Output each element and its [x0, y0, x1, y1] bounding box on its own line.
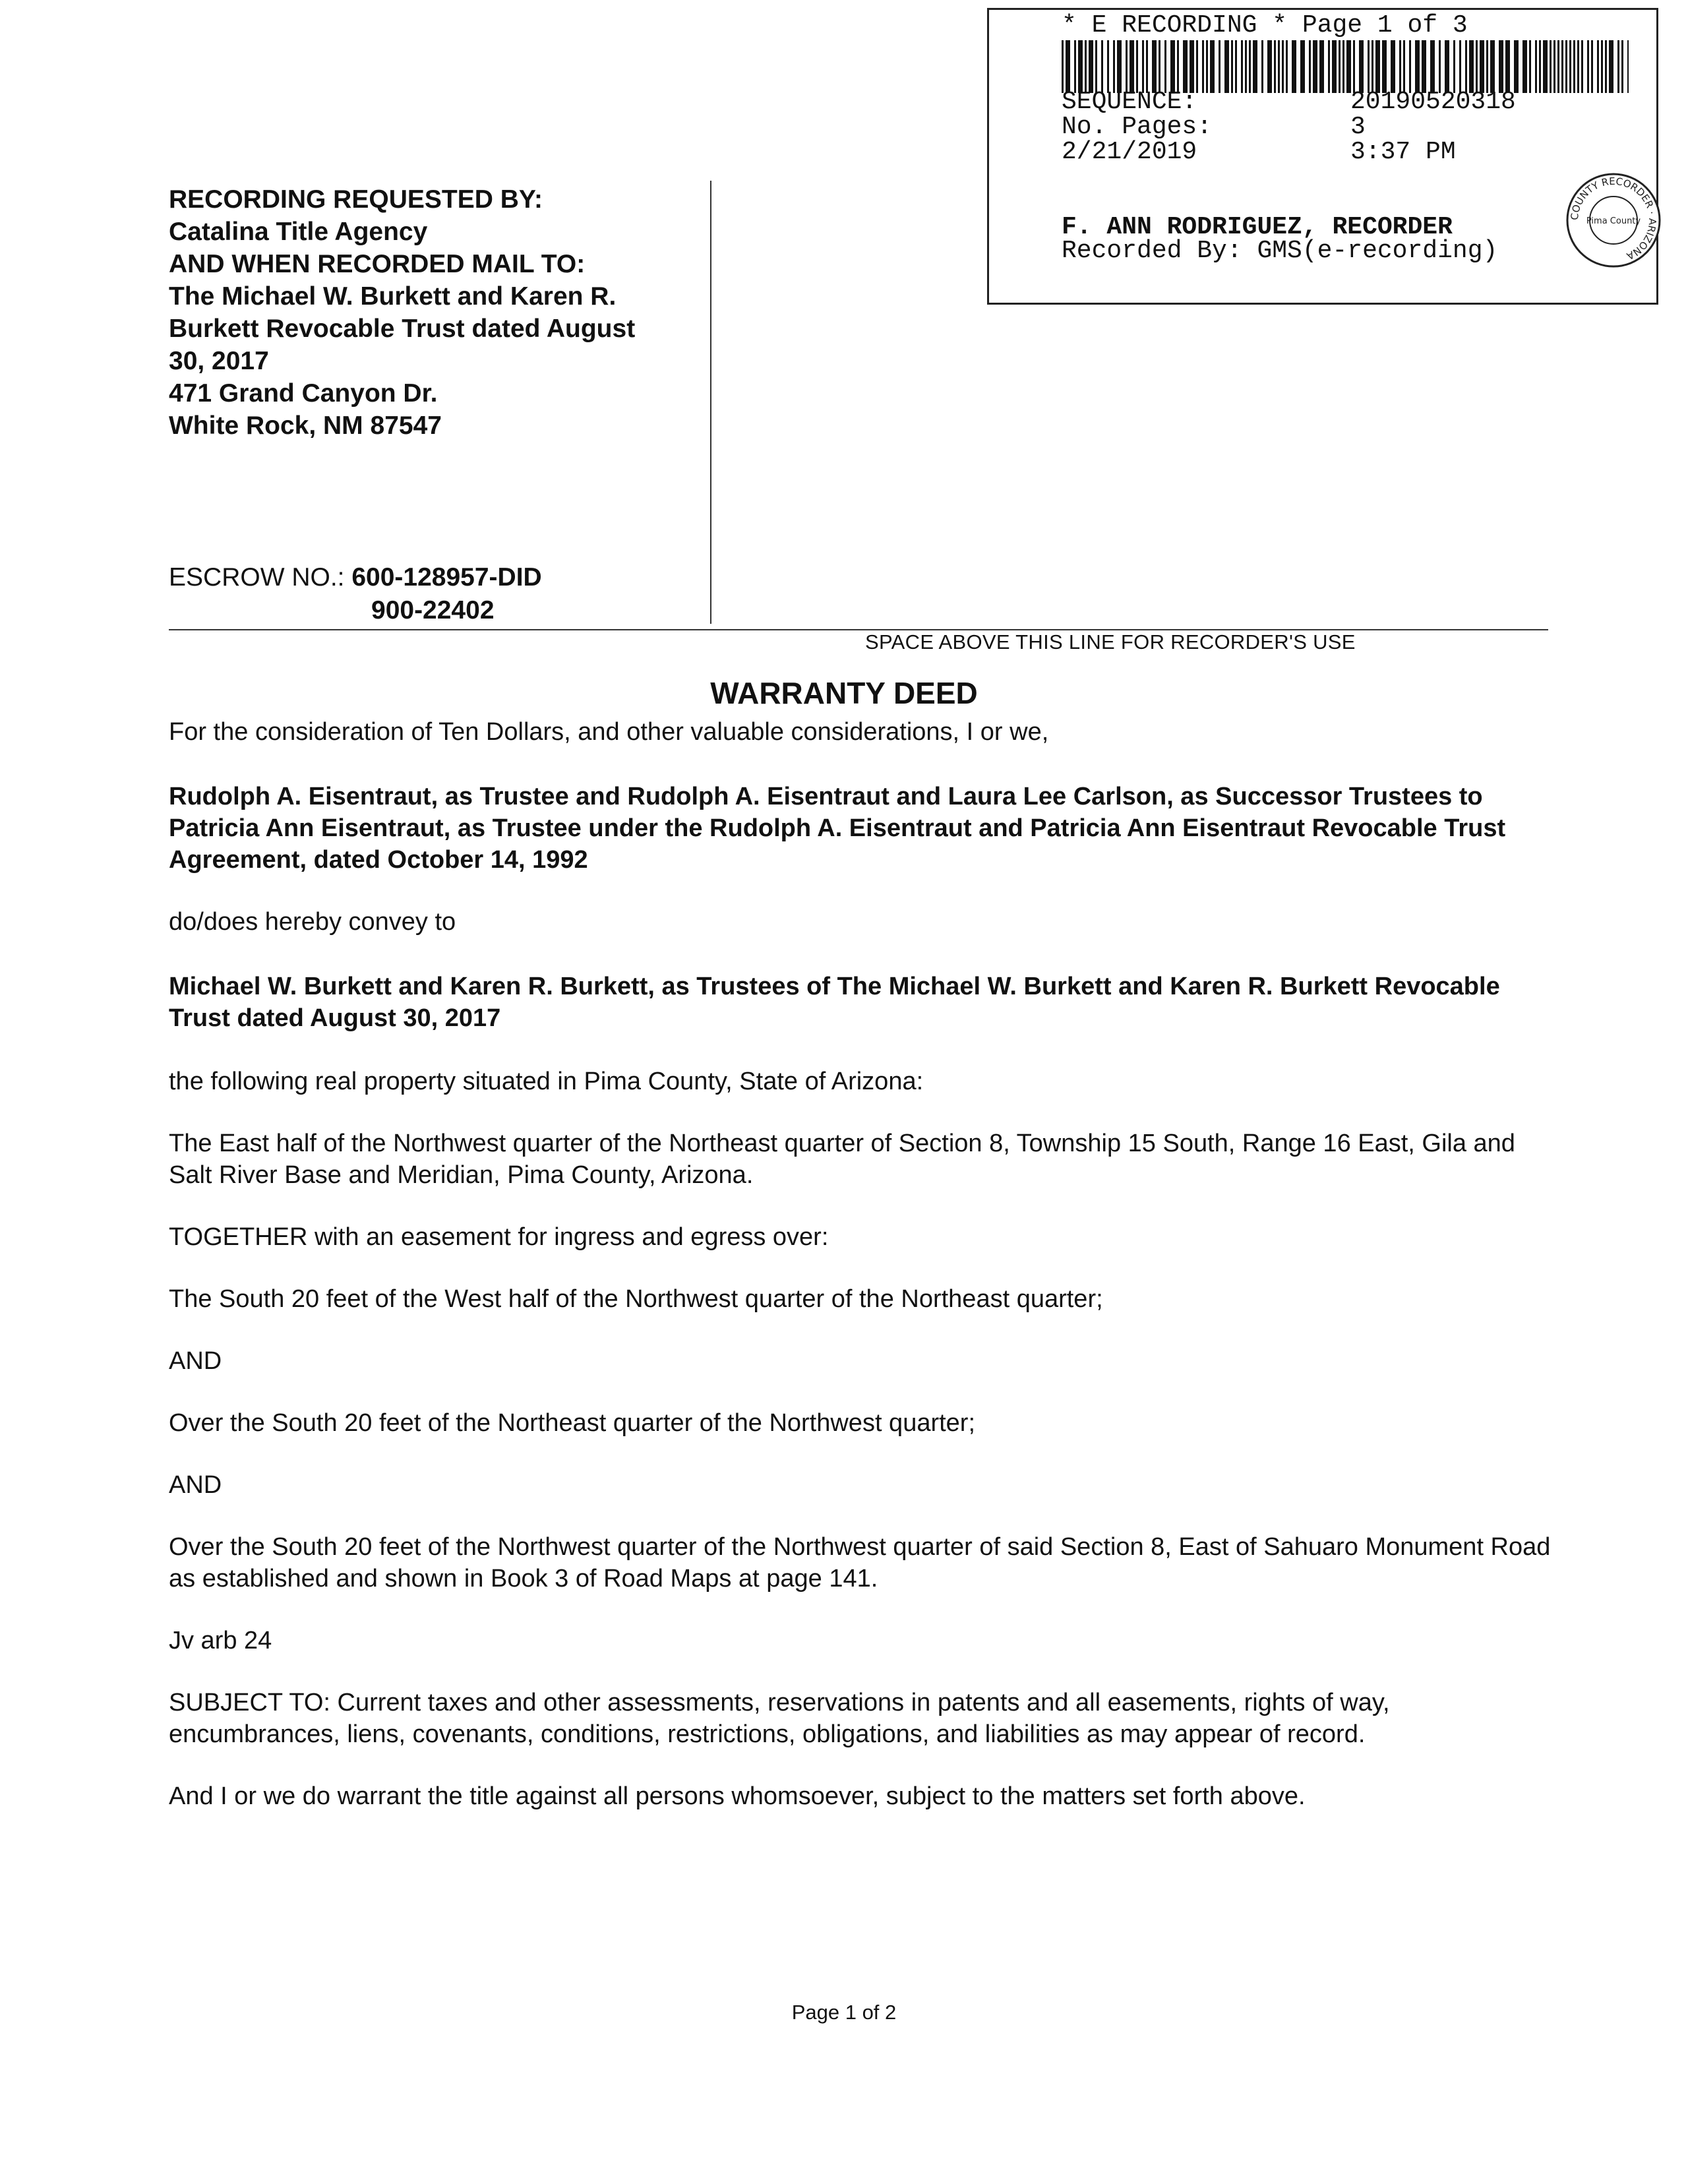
requested-by: Catalina Title Agency [169, 218, 428, 246]
recording-request-block [169, 183, 635, 442]
mail-to-line: 471 Grand Canyon Dr. [169, 379, 438, 408]
mail-to-line: 30, 2017 [169, 347, 269, 375]
recorded-by: Recorded By: GMS(e-recording) [1062, 237, 1498, 265]
record-date: 2/21/2019 [1062, 138, 1197, 166]
mail-to-line: Burkett Revocable Trust dated August [169, 315, 636, 343]
seal-ring-text: COUNTY RECORDER · ARIZONA [1568, 175, 1659, 262]
grantees-text: Michael W. Burkett and Karen R. Burkett, as Trustees of The Michael W. Burkett and Karen R. Burkett Revocable Trust dated August 30, 2017 [169, 973, 1500, 1032]
escrow-value-2: 900-22402 [371, 596, 495, 624]
consideration-text: For the consideration of Ten Dollars, and other valuable considerations, I or we, [169, 718, 1049, 746]
document-title: WARRANTY DEED [710, 676, 978, 710]
pages-label: No. Pages: [1062, 113, 1213, 141]
easement-intro: TOGETHER with an easement for ingress and egress over: [169, 1223, 829, 1251]
pages-value: 3 [1350, 113, 1366, 141]
mail-to-label: AND WHEN RECORDED MAIL TO: [169, 250, 586, 278]
escrow-label: ESCROW NO.: [169, 563, 345, 592]
subject-to-clause: SUBJECT TO: Current taxes and other assessments, reservations in patents and all easements, rights of way, encumbrances, liens, covenants, conditions, restrictions, obligations, and liabilities as may appear of record. [169, 1689, 1390, 1748]
recorder-space-note: SPACE ABOVE THIS LINE FOR RECORDER'S USE [865, 630, 1356, 653]
warranty-clause: And I or we do warrant the title against all persons whomsoever, subject to the matters set forth above. [169, 1782, 1306, 1810]
record-time: 3:37 PM [1350, 138, 1456, 166]
requested-by-label: RECORDING REQUESTED BY: [169, 185, 543, 214]
mail-to-line: The Michael W. Burkett and Karen R. [169, 282, 617, 311]
stamp-header: * E RECORDING * Page 1 of 3 [1062, 11, 1468, 40]
header-divider-vertical [710, 181, 711, 624]
escrow-number [169, 563, 542, 592]
recorder-stamp [987, 8, 1658, 305]
and-connector: AND [169, 1347, 222, 1375]
jv-note: Jv arb 24 [169, 1627, 272, 1654]
barcode [1062, 40, 1629, 93]
and-connector: AND [169, 1471, 222, 1499]
convey-text: do/does hereby convey to [169, 908, 456, 936]
escrow-value-1: 600-128957-DID [351, 563, 542, 592]
mail-to-line: White Rock, NM 87547 [169, 411, 442, 440]
easement-3: Over the South 20 feet of the Northwest quarter of the Northwest quarter of said Section 8, East of Sahuaro Monument Road as established and shown in Book 3 of Road Maps at page 141. [169, 1533, 1551, 1592]
sequence-value: 20190520318 [1350, 88, 1516, 116]
easement-2: Over the South 20 feet of the Northeast quarter of the Northwest quarter; [169, 1409, 976, 1437]
situated-text: the following real property situated in Pima County, State of Arizona: [169, 1068, 924, 1095]
page-number: Page 1 of 2 [791, 2001, 897, 2024]
easement-1: The South 20 feet of the West half of the Northwest quarter of the Northeast quarter; [169, 1285, 1103, 1313]
county-seal-icon [1564, 171, 1663, 270]
sequence-label: SEQUENCE: [1062, 88, 1197, 116]
grantors-text: Rudolph A. Eisentraut, as Trustee and Rudolph A. Eisentraut and Laura Lee Carlson, as Successor Trustees to Patricia Ann Eisentraut, as Trustee under the Rudolph A. Eisentraut and Patricia Ann Eisentraut Revocable Trust Agreement, dated October 14, 1992 [169, 783, 1506, 874]
legal-description: The East half of the Northwest quarter of the Northeast quarter of Section 8, Township 15 South, Range 16 East, Gila and Salt River Base and Meridian, Pima County, Arizona. [169, 1130, 1515, 1189]
seal-center-text: Pima County [1586, 216, 1641, 226]
recorder-name: F. ANN RODRIGUEZ, RECORDER [1062, 213, 1453, 241]
